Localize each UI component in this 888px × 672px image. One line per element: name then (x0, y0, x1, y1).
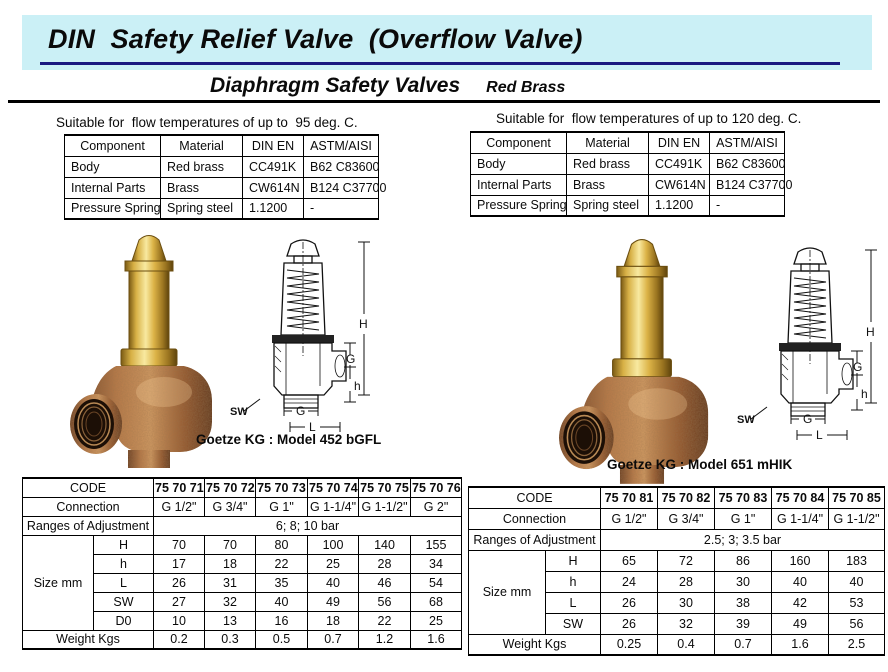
dim-cell: D0 (94, 611, 154, 630)
row-label: Ranges of Adjustment (469, 529, 601, 550)
cell: 183 (829, 550, 885, 571)
dim-label-H: H (866, 325, 875, 339)
range-row (469, 529, 885, 550)
page-subtitle: Diaphragm Safety Valves (210, 74, 461, 97)
cell: B124 C37700 (710, 174, 785, 195)
cell: 75 70 71 (154, 478, 205, 497)
cell: 31 (205, 573, 256, 592)
code-row (469, 487, 885, 508)
cell: 56 (359, 592, 411, 611)
cell: 39 (715, 613, 772, 634)
row-label: CODE (23, 478, 154, 497)
section-95deg (0, 108, 462, 672)
cell: 26 (601, 613, 658, 634)
cell: 1.6 (411, 630, 462, 649)
cell: 32 (205, 592, 256, 611)
col-header: Component (471, 132, 567, 153)
col-header: ASTM/AISI (710, 132, 785, 153)
col-header: Component (65, 135, 161, 156)
dim-cell: H (546, 550, 601, 571)
dim-cell: H (94, 535, 154, 554)
row-label: Weight Kgs (23, 630, 154, 649)
cell: G 1-1/4" (772, 508, 829, 529)
dim-label-L: L (816, 428, 823, 442)
cell: 10 (154, 611, 205, 630)
table-row (65, 198, 379, 219)
valve-drawing (735, 238, 887, 448)
cell: G 1/2" (154, 497, 205, 516)
cell: 25 (308, 554, 359, 573)
cell: G 1" (715, 508, 772, 529)
title-banner (22, 15, 872, 70)
code-row (23, 478, 462, 497)
range-row (23, 516, 462, 535)
figure-caption: Goetze KG : Model 452 bGFL (196, 432, 382, 447)
row-label: Weight Kgs (469, 634, 601, 655)
connection-row (469, 508, 885, 529)
cell: 75 70 75 (359, 478, 411, 497)
cell: 70 (154, 535, 205, 554)
dim-label-h: h (861, 387, 868, 401)
cell: 0.7 (715, 634, 772, 655)
cell: 42 (772, 592, 829, 613)
cell: 140 (359, 535, 411, 554)
cell: 34 (411, 554, 462, 573)
col-header: Material (567, 132, 649, 153)
cell: G 3/4" (658, 508, 715, 529)
horizontal-divider (8, 100, 880, 103)
cell: 40 (256, 592, 308, 611)
size-row (469, 550, 885, 571)
dim-label-SW: SW (737, 414, 755, 426)
cell: 75 70 82 (658, 487, 715, 508)
cell: 75 70 84 (772, 487, 829, 508)
cell: Red brass (567, 153, 649, 174)
cell: G 1-1/2" (359, 497, 411, 516)
cell: 75 70 81 (601, 487, 658, 508)
cell: 18 (308, 611, 359, 630)
cell: 18 (205, 554, 256, 573)
cell: 35 (256, 573, 308, 592)
row-label: Ranges of Adjustment (23, 516, 154, 535)
dim-label-G-side: G (853, 360, 863, 374)
cell: 155 (411, 535, 462, 554)
title-underline (40, 62, 840, 65)
cell: 75 70 72 (205, 478, 256, 497)
cell: 49 (772, 613, 829, 634)
cell: 40 (829, 571, 885, 592)
col-header: ASTM/AISI (304, 135, 379, 156)
table-row (471, 174, 785, 195)
dim-cell: L (94, 573, 154, 592)
cell: B124 C37700 (304, 177, 379, 198)
cell: Internal Parts (65, 177, 161, 198)
cell: 2.5 (829, 634, 885, 655)
cell: 75 70 73 (256, 478, 308, 497)
cell: Spring steel (567, 195, 649, 216)
suitable-note: Suitable for flow temperatures of up to 95 deg. C. (56, 115, 358, 130)
dim-cell: h (94, 554, 154, 573)
cell: 160 (772, 550, 829, 571)
cell: Spring steel (161, 198, 243, 219)
cell: CW614N (649, 174, 710, 195)
dim-label-H: H (359, 317, 368, 331)
section-120deg (462, 108, 888, 672)
cell: B62 C83600 (304, 156, 379, 177)
row-label: Connection (469, 508, 601, 529)
cell: 53 (829, 592, 885, 613)
cell: 1.1200 (649, 195, 710, 216)
cell: Red brass (161, 156, 243, 177)
cell: 54 (411, 573, 462, 592)
suitable-note: Suitable for flow temperatures of up to 120 deg. C. (496, 111, 802, 126)
cell: Pressure Spring (471, 195, 567, 216)
cell: 0.2 (154, 630, 205, 649)
cell: Pressure Spring (65, 198, 161, 219)
figure-caption: Goetze KG : Model 651 mHIK (607, 457, 793, 472)
cell: Internal Parts (471, 174, 567, 195)
cell: 100 (308, 535, 359, 554)
cell: 0.3 (205, 630, 256, 649)
cell: 86 (715, 550, 772, 571)
connection-row (23, 497, 462, 516)
cell: 1.6 (772, 634, 829, 655)
cell: 17 (154, 554, 205, 573)
cell: 75 70 74 (308, 478, 359, 497)
row-label: Size mm (23, 535, 94, 630)
cell: CW614N (243, 177, 304, 198)
valve-drawing (228, 234, 380, 436)
subtitle-material: Red Brass (486, 79, 566, 96)
dim-cell: h (546, 571, 601, 592)
row-label: CODE (469, 487, 601, 508)
cell: 30 (715, 571, 772, 592)
cell: B62 C83600 (710, 153, 785, 174)
table-header-row (65, 135, 379, 156)
cell: 25 (411, 611, 462, 630)
dim-cell: L (546, 592, 601, 613)
cell: 38 (715, 592, 772, 613)
cell: 26 (601, 592, 658, 613)
material-table (470, 131, 793, 217)
cell: 22 (359, 611, 411, 630)
cell: 1.2 (359, 630, 411, 649)
cell: G 3/4" (205, 497, 256, 516)
col-header: DIN EN (649, 132, 710, 153)
cell: 0.25 (601, 634, 658, 655)
cell: 13 (205, 611, 256, 630)
cell: 30 (658, 592, 715, 613)
dim-cell: SW (546, 613, 601, 634)
cell: 40 (772, 571, 829, 592)
cell: 65 (601, 550, 658, 571)
cell: G 1-1/2" (829, 508, 885, 529)
cell: Brass (567, 174, 649, 195)
dim-label-h: h (354, 379, 361, 393)
row-label: Connection (23, 497, 154, 516)
cell: 6; 8; 10 bar (154, 516, 462, 535)
size-row (23, 535, 462, 554)
cell: 40 (308, 573, 359, 592)
table-header-row (471, 132, 785, 153)
page-title: DIN Safety Relief Valve (Overflow Valve) (48, 24, 583, 54)
col-header: Material (161, 135, 243, 156)
cell: 72 (658, 550, 715, 571)
cell: 2.5; 3; 3.5 bar (601, 529, 885, 550)
cell: 70 (205, 535, 256, 554)
cell: 49 (308, 592, 359, 611)
col-header: DIN EN (243, 135, 304, 156)
cell: 26 (154, 573, 205, 592)
spec-table (468, 486, 885, 656)
cell: Body (471, 153, 567, 174)
cell: 0.7 (308, 630, 359, 649)
dim-label-G-bottom: G (803, 412, 813, 426)
cell: 68 (411, 592, 462, 611)
cell: 28 (359, 554, 411, 573)
table-row (471, 153, 785, 174)
cell: G 2" (411, 497, 462, 516)
weight-row (23, 630, 462, 649)
cell: 0.5 (256, 630, 308, 649)
table-row (65, 177, 379, 198)
cell: 28 (658, 571, 715, 592)
cell: - (710, 195, 785, 216)
cell: 0.4 (658, 634, 715, 655)
cell: 16 (256, 611, 308, 630)
cell: 1.1200 (243, 198, 304, 219)
cell: G 1" (256, 497, 308, 516)
cell: Body (65, 156, 161, 177)
dim-cell: SW (94, 592, 154, 611)
cell: G 1/2" (601, 508, 658, 529)
weight-row (469, 634, 885, 655)
dim-label-L: L (309, 420, 316, 434)
dim-label-SW: SW (230, 406, 248, 418)
table-row (471, 195, 785, 216)
cell: Brass (161, 177, 243, 198)
valve-photo (552, 238, 732, 486)
row-label: Size mm (469, 550, 546, 634)
spec-table (22, 477, 462, 650)
cell: 80 (256, 535, 308, 554)
cell: G 1-1/4" (308, 497, 359, 516)
cell: 56 (829, 613, 885, 634)
cell: CC491K (243, 156, 304, 177)
dim-label-G-bottom: G (296, 404, 306, 418)
cell: 75 70 83 (715, 487, 772, 508)
cell: 27 (154, 592, 205, 611)
table-row (65, 156, 379, 177)
dim-label-G-side: G (346, 352, 356, 366)
cell: 24 (601, 571, 658, 592)
cell: 46 (359, 573, 411, 592)
cell: - (304, 198, 379, 219)
cell: 75 70 85 (829, 487, 885, 508)
cell: CC491K (649, 153, 710, 174)
material-table (64, 134, 387, 220)
cell: 22 (256, 554, 308, 573)
cell: 75 70 76 (411, 478, 462, 497)
subtitle-row (210, 74, 565, 98)
cell: 32 (658, 613, 715, 634)
